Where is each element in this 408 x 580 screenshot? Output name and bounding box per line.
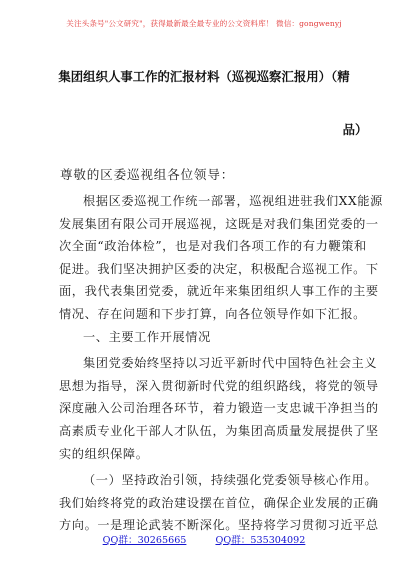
body-line: 根据区委巡视工作统一部署，巡视组进驻我们XX能源 (83, 194, 383, 208)
promo-banner: 关注头条号"公文研究"，获得最新最全最专业的公文资料库！ 微信：gongwenyj (66, 19, 342, 28)
qq-group-2[interactable]: QQ群：535304092 (215, 535, 306, 546)
qq-group-1[interactable]: QQ群：30265665 (102, 535, 187, 546)
body-line: 促进。我们坚决拥护区委的决定，积极配合巡视工作。下 (59, 261, 379, 276)
body-line: 次全面“政治体检”，也是对我们各项工作的有力鞭策和 (59, 239, 367, 254)
section-heading: 一、主要工作开展情况 (83, 329, 211, 344)
body-line: 我们始终将党的政治建设摆在首位，确保企业发展的正确 (59, 495, 379, 510)
body-line: 深度融入公司治理各环节，着力锻造一支忠诚干净担当的 (59, 401, 379, 416)
body-line: 方向。一是理论武装不断深化。坚持将学习贯彻习近平总 (59, 518, 379, 533)
document-title-continuation (0, 120, 408, 138)
body-line: 面，我代表集团党委，就近年来集团组织人事工作的主要 (59, 284, 379, 299)
subsection-heading: （一）坚持政治引领，持续强化党委领导核心作用。 (83, 473, 378, 488)
footer-contacts (0, 532, 408, 546)
body-line: 集团党委始终坚持以习近平新时代中国特色社会主义 (83, 356, 378, 371)
body-line: 实的组织保障。 (59, 446, 149, 461)
body-line: 思想为指导，深入贯彻新时代党的组织路线，将党的领导 (59, 378, 379, 393)
salutation: 尊敬的区委巡视组各位领导： (60, 167, 235, 182)
body-line: 发展集团有限公司开展巡视，这既是对我们集团党委的一 (59, 216, 379, 231)
document-title: 集团组织人事工作的汇报材料（巡视巡察汇报用）（精 (58, 69, 350, 84)
body-line: 情况、存在问题和下步打算，向各位领导作如下汇报。 (59, 307, 366, 321)
title-tail-text: 品） (342, 122, 368, 137)
body-line: 高素质专业化干部人才队伍，为集团高质量发展提供了坚 (59, 424, 379, 438)
